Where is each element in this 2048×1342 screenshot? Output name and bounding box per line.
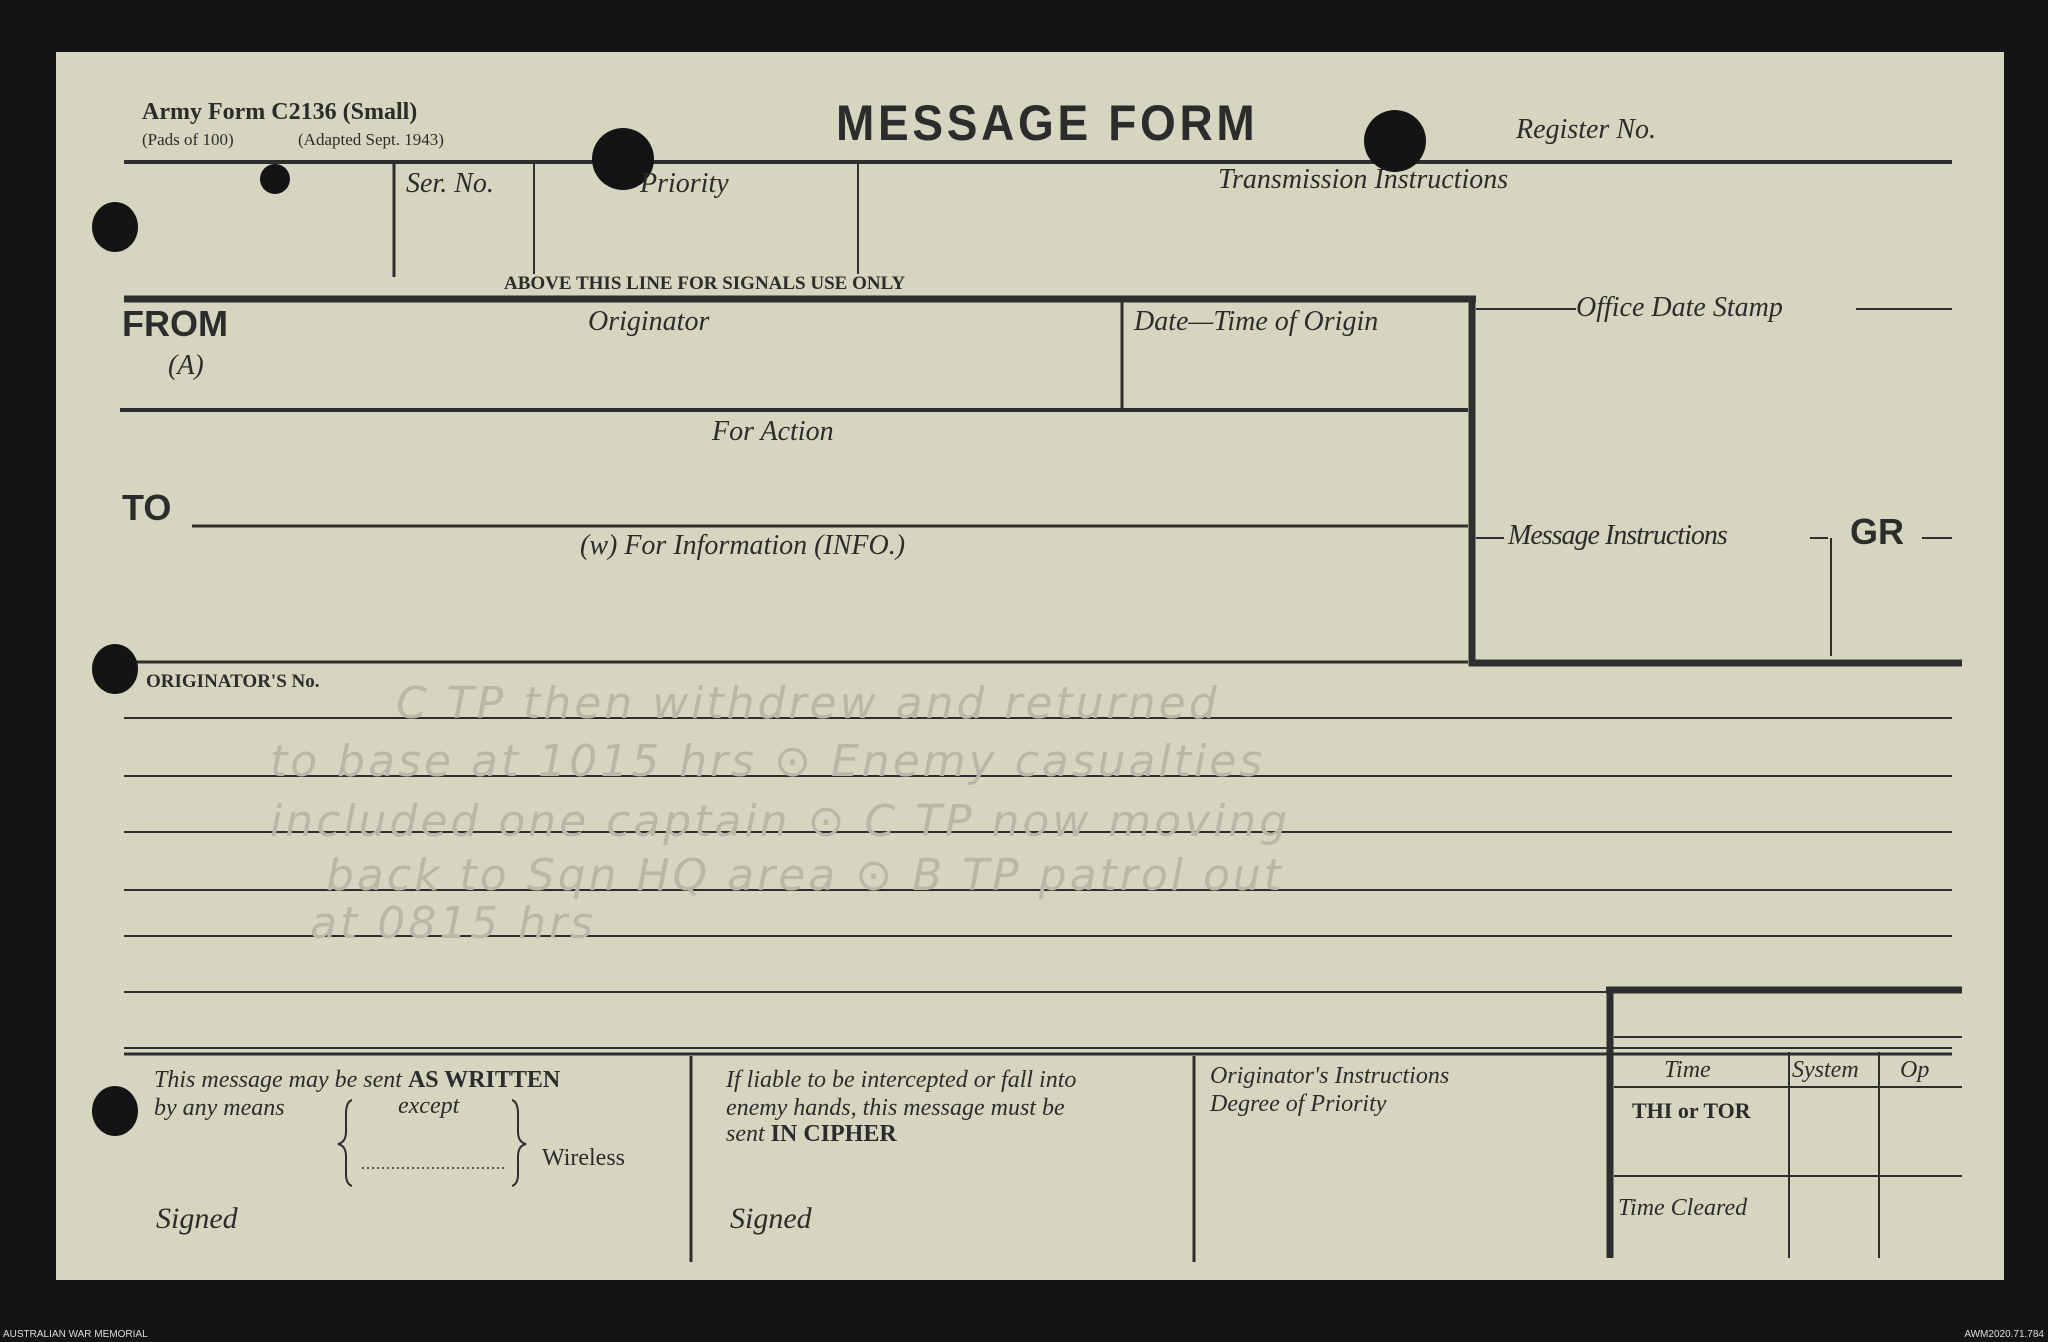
thi-tor-label: THI or TOR xyxy=(1632,1098,1751,1123)
priority-label: Priority xyxy=(640,168,729,199)
message-form-paper xyxy=(56,52,2004,1280)
cipher-text-3: sent IN CIPHER xyxy=(726,1121,897,1147)
message-line: at 0815 hrs xyxy=(310,898,597,949)
to-label: TO xyxy=(122,487,172,528)
for-info-label: (w) For Information (INFO.) xyxy=(580,530,906,561)
any-means-text: by any means xyxy=(154,1095,285,1121)
message-line: included one captain ⊙ C TP now moving xyxy=(270,796,1291,847)
form-title: MESSAGE FORM xyxy=(836,95,1259,151)
originator-label: Originator xyxy=(588,306,710,337)
adapted-label: (Adapted Sept. 1943) xyxy=(298,130,444,149)
except-text: except xyxy=(398,1093,460,1119)
date-time-origin-label: Date—Time of Origin xyxy=(1134,306,1379,337)
originator-instructions-label: Originator's Instructions xyxy=(1210,1063,1450,1089)
message-line: to base at 1015 hrs ⊙ Enemy casualties xyxy=(270,736,1266,787)
punch-hole xyxy=(1364,110,1426,172)
signals-note: ABOVE THIS LINE FOR SIGNALS USE ONLY xyxy=(504,273,906,294)
cipher-text-1: If liable to be intercepted or fall into xyxy=(726,1067,1077,1093)
office-date-stamp-label: Office Date Stamp xyxy=(1576,292,1783,323)
register-no-label: Register No. xyxy=(1516,114,1656,145)
signed-label: Signed xyxy=(730,1202,812,1235)
wireless-text: Wireless xyxy=(542,1145,626,1171)
message-line: back to Sqn HQ area ⊙ B TP patrol out xyxy=(326,850,1285,901)
time-cleared-label: Time Cleared xyxy=(1618,1195,1748,1221)
degree-priority-label: Degree of Priority xyxy=(1210,1091,1387,1117)
originators-no-label: ORIGINATOR'S No. xyxy=(146,671,320,692)
from-a-label: (A) xyxy=(168,350,204,381)
punch-hole xyxy=(92,202,138,252)
as-written-text: This message may be sent AS WRITTEN xyxy=(154,1067,561,1093)
punch-hole xyxy=(92,644,138,694)
army-form-label: Army Form C2136 (Small) xyxy=(142,99,418,125)
pads-label: (Pads of 100) xyxy=(142,130,234,149)
cipher-text-2: enemy hands, this message must be xyxy=(726,1095,1065,1121)
message-instructions-label: Message Instructions xyxy=(1508,520,1727,551)
time-label: Time xyxy=(1664,1057,1711,1083)
transmission-label: Transmission Instructions xyxy=(1218,164,1509,195)
from-label: FROM xyxy=(122,303,228,344)
caption-left: AUSTRALIAN WAR MEMORIAL xyxy=(3,1329,148,1340)
signed-label: Signed xyxy=(156,1202,238,1235)
system-label: System xyxy=(1792,1057,1859,1083)
for-action-label: For Action xyxy=(712,416,834,447)
ser-no-label: Ser. No. xyxy=(406,168,494,199)
message-line: C TP then withdrew and returned xyxy=(396,678,1220,729)
punch-hole xyxy=(92,1086,138,1136)
caption-right: AWM2020.71.784 xyxy=(1964,1329,2044,1340)
gr-label: GR xyxy=(1850,511,1904,552)
op-label: Op xyxy=(1900,1057,1930,1083)
punch-hole xyxy=(260,164,290,194)
